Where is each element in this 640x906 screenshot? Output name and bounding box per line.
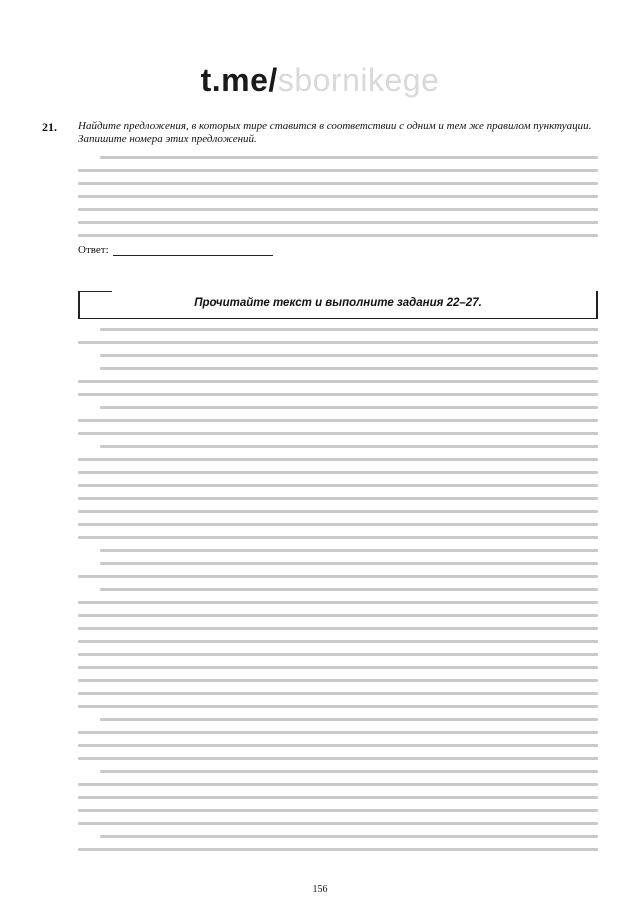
banner-rule-top [78,291,112,292]
text-line [100,835,598,838]
text-line [78,471,598,474]
text-line [78,614,598,617]
text-line [100,770,598,773]
text-line [78,783,598,786]
text-line [78,731,598,734]
text-line [78,523,598,526]
answer-line [78,244,273,256]
text-line [100,445,598,448]
text-line [100,549,598,552]
watermark-faded: sbornikege [277,62,440,98]
section-banner [78,291,598,319]
text-line [100,718,598,721]
text-line [78,809,598,812]
text-line [78,380,598,383]
text-line [78,640,598,643]
banner-text: Прочитайте текст и выполните задания 22–27. [194,297,482,309]
text-line [78,692,598,695]
text-line [78,234,598,237]
text-line [78,666,598,669]
watermark [0,62,640,99]
text-line [100,406,598,409]
text-line [78,757,598,760]
text-line [78,744,598,747]
text-line [100,328,598,331]
answer-blank [113,245,273,256]
text-line [78,208,598,211]
text-line [78,432,598,435]
text-line [78,221,598,224]
passage-text-block [78,318,598,851]
page-number: 156 [312,884,328,895]
text-line [78,575,598,578]
text-line [78,195,598,198]
text-line [78,182,598,185]
text-line [78,341,598,344]
text-line [78,393,598,396]
text-line [78,458,598,461]
text-line [78,679,598,682]
text-line [78,705,598,708]
watermark-main: t.me/ [200,62,278,98]
text-line [78,848,598,851]
banner-bar-right [596,291,598,319]
text-line [78,822,598,825]
text-line [78,419,598,422]
text-line [78,497,598,500]
text-line [78,484,598,487]
text-line [100,562,598,565]
text-line [78,796,598,799]
task-number: 21. [42,120,57,134]
text-line [78,627,598,630]
text-line [78,536,598,539]
text-line [78,169,598,172]
task-text-block [78,146,598,237]
text-line [78,510,598,513]
task-header: Найдите предложения, в которых тире ставится в соответствии с одним и тем же правилом пунктуации. Запишите номера этих предложений. [78,120,592,145]
text-line [78,653,598,656]
text-line [100,156,598,159]
text-line [100,367,598,370]
text-line [100,588,598,591]
text-line [78,601,598,604]
answer-label: Ответ: [78,244,109,256]
text-line [100,354,598,357]
